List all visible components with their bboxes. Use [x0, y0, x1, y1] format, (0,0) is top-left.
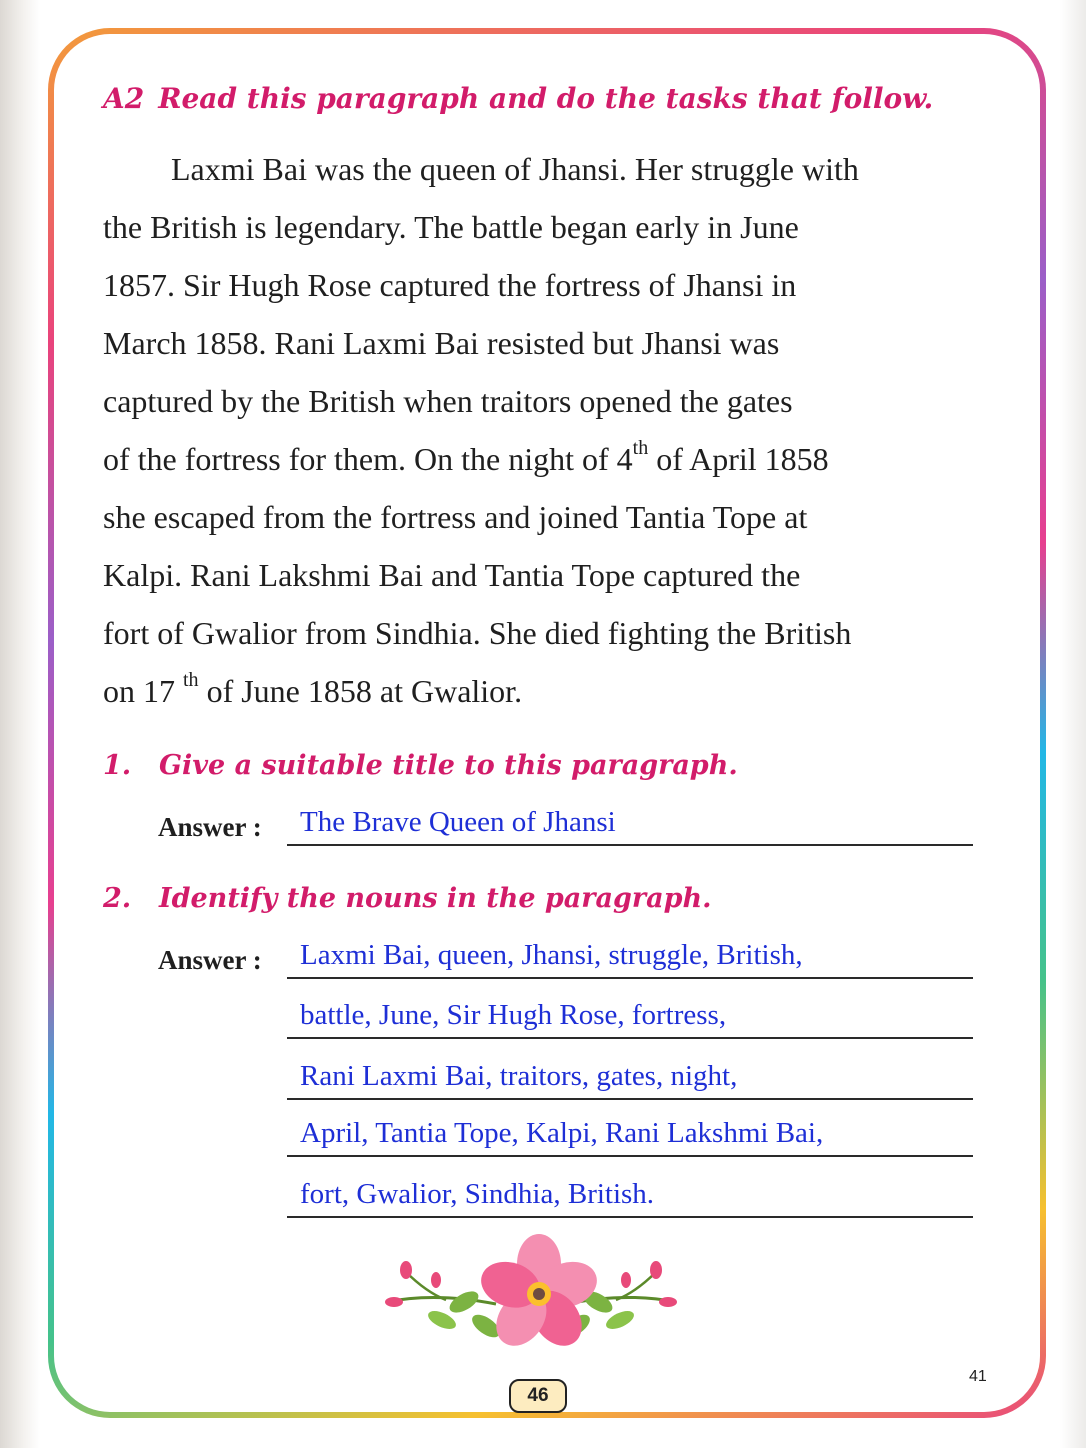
- paragraph-line: [103, 430, 983, 488]
- paragraph-text-segment: of June 1858 at Gwalior.: [198, 673, 523, 709]
- paragraph-line: [103, 256, 983, 314]
- paragraph-line-text: captured by the British when traitors opened the gates: [103, 383, 793, 419]
- paragraph-line-text: March 1858. Rani Laxmi Bai resisted but Jhansi was: [103, 325, 780, 361]
- question-1: [103, 750, 738, 781]
- question-number: 1.: [103, 750, 132, 781]
- paragraph-line-text: Kalpi. Rani Lakshmi Bai and Tantia Tope captured the: [103, 557, 801, 593]
- paragraph-line-text: [103, 662, 530, 720]
- paragraph-text-segment: of the fortress for them. On the night of 4: [103, 441, 633, 477]
- exercise-heading: [103, 82, 933, 115]
- answer-field[interactable]: April, Tantia Tope, Kalpi, Rani Lakshmi Bai,: [287, 1119, 973, 1157]
- question-text: Identify the nouns in the paragraph.: [159, 883, 712, 914]
- paragraph-line: [103, 662, 983, 720]
- flower-branch-icon: [376, 1232, 686, 1372]
- answer-field[interactable]: Rani Laxmi Bai, traitors, gates, night,: [287, 1062, 973, 1100]
- ordinal-superscript: th: [183, 669, 199, 692]
- paragraph-line: [103, 604, 983, 662]
- ordinal-superscript: th: [632, 437, 649, 460]
- paragraph-line: [103, 546, 983, 604]
- answer-field[interactable]: The Brave Queen of Jhansi: [287, 808, 973, 846]
- paragraph-line: [103, 372, 983, 430]
- question-text: Give a suitable title to this paragraph.: [159, 750, 738, 781]
- exercise-instruction: Read this paragraph and do the tasks that follow.: [158, 82, 934, 115]
- paragraph-line-text: 1857. Sir Hugh Rose captured the fortress of Jhansi in: [103, 267, 797, 303]
- answer-field[interactable]: Laxmi Bai, queen, Jhansi, struggle, British,: [287, 941, 973, 979]
- paragraph-line-text: Laxmi Bai was the queen of Jhansi. Her struggle with: [171, 151, 859, 187]
- question-number: 2.: [103, 883, 132, 914]
- page-number-badge: 46: [509, 1379, 567, 1413]
- paragraph-line-text: the British is legendary. The battle began early in June: [103, 209, 799, 245]
- paragraph-line: [103, 314, 983, 372]
- exercise-number: A2: [103, 82, 145, 115]
- answer-field[interactable]: battle, June, Sir Hugh Rose, fortress,: [287, 1001, 973, 1039]
- answer-label: Answer :: [158, 812, 262, 842]
- paragraph-line-text: [103, 430, 829, 488]
- answer-field[interactable]: fort, Gwalior, Sindhia, British.: [287, 1180, 973, 1218]
- paragraph-line: [103, 488, 983, 546]
- paragraph-text-segment: on 17: [103, 673, 175, 709]
- reading-paragraph: [103, 140, 983, 720]
- paragraph-text-segment: of April 1858: [648, 441, 829, 477]
- paragraph-line: [103, 140, 983, 198]
- paragraph-line: [103, 198, 983, 256]
- paragraph-line-text: fort of Gwalior from Sindhia. She died fighting the British: [103, 615, 852, 651]
- page-number: 41: [969, 1368, 987, 1385]
- question-2: [103, 883, 712, 914]
- answer-label: Answer :: [158, 945, 262, 975]
- paragraph-line-text: she escaped from the fortress and joined Tantia Tope at: [103, 499, 808, 535]
